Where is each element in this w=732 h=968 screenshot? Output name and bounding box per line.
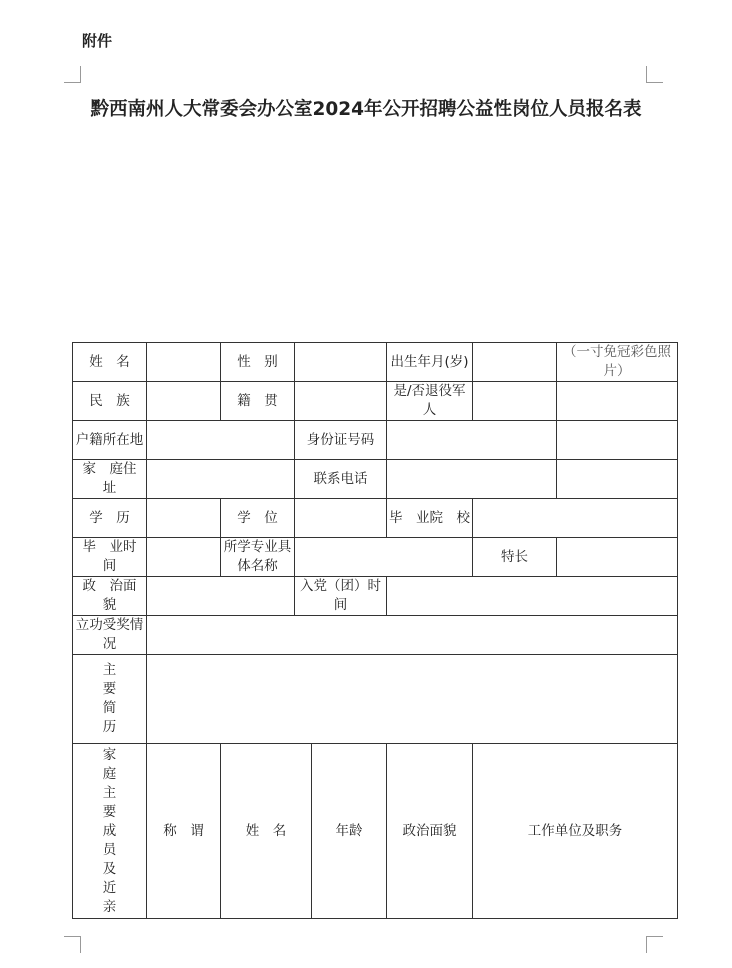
school-label: 毕 业院 校 <box>387 499 473 538</box>
page-corner-mark-bottom-left <box>64 936 81 953</box>
family-label-text: 家庭主要成员及近亲 <box>102 746 117 915</box>
gender-label: 性 别 <box>221 343 295 382</box>
attachment-label: 附件 <box>82 32 113 50</box>
specialty-label: 特长 <box>473 538 557 577</box>
resume-label-text: 主要简历 <box>102 662 117 735</box>
form-row-political <box>73 577 678 616</box>
form-row-awards <box>73 616 678 655</box>
party-join-label: 入党（团）时间 <box>295 577 387 616</box>
major-field[interactable] <box>295 538 473 577</box>
photo-area[interactable] <box>557 382 678 421</box>
education-field[interactable] <box>147 499 221 538</box>
party-join-field[interactable] <box>387 577 678 616</box>
birth-field[interactable] <box>473 343 557 382</box>
family-header-relation: 称 谓 <box>147 744 221 919</box>
photo-note: （一寸免冠彩色照片） <box>557 343 678 382</box>
family-label <box>73 744 147 919</box>
major-label: 所学专业具体名称 <box>221 538 295 577</box>
address-label: 家 庭住 址 <box>73 460 147 499</box>
specialty-field[interactable] <box>557 538 678 577</box>
veteran-label: 是/否退役军人 <box>387 382 473 421</box>
id-label: 身份证号码 <box>295 421 387 460</box>
page-corner-mark-top-left <box>64 66 81 83</box>
id-field[interactable] <box>387 421 557 460</box>
registration-form-table <box>72 342 678 919</box>
veteran-field[interactable] <box>473 382 557 421</box>
form-row-name <box>73 343 678 382</box>
photo-area-continued <box>557 421 678 460</box>
political-field[interactable] <box>147 577 295 616</box>
form-row-education <box>73 499 678 538</box>
household-field[interactable] <box>147 421 295 460</box>
household-label: 户籍所在地 <box>73 421 147 460</box>
form-row-ethnicity <box>73 382 678 421</box>
phone-label: 联系电话 <box>295 460 387 499</box>
document-title: 黔西南州人大常委会办公室2024年公开招聘公益性岗位人员报名表 <box>90 99 642 120</box>
gender-field[interactable] <box>295 343 387 382</box>
degree-label: 学 位 <box>221 499 295 538</box>
birth-label: 出生年月(岁) <box>387 343 473 382</box>
phone-field[interactable] <box>387 460 557 499</box>
grad-time-label: 毕 业时 间 <box>73 538 147 577</box>
native-place-field[interactable] <box>295 382 387 421</box>
form-row-household <box>73 421 678 460</box>
address-field[interactable] <box>147 460 295 499</box>
resume-label <box>73 655 147 744</box>
family-header-age: 年龄 <box>312 744 387 919</box>
family-header-name: 姓 名 <box>221 744 312 919</box>
political-label: 政 治面 貌 <box>73 577 147 616</box>
form-row-resume <box>73 655 678 744</box>
awards-field[interactable] <box>147 616 678 655</box>
photo-area-bottom <box>557 460 678 499</box>
awards-label: 立功受奖情况 <box>73 616 147 655</box>
native-place-label: 籍 贯 <box>221 382 295 421</box>
family-header-political: 政治面貌 <box>387 744 473 919</box>
form-row-address <box>73 460 678 499</box>
resume-field[interactable] <box>147 655 678 744</box>
degree-field[interactable] <box>295 499 387 538</box>
name-field[interactable] <box>147 343 221 382</box>
ethnicity-label: 民 族 <box>73 382 147 421</box>
education-label: 学 历 <box>73 499 147 538</box>
page-corner-mark-bottom-right <box>646 936 663 953</box>
family-header-employer: 工作单位及职务 <box>473 744 678 919</box>
form-row-graduation <box>73 538 678 577</box>
ethnicity-field[interactable] <box>147 382 221 421</box>
name-label: 姓 名 <box>73 343 147 382</box>
form-row-family <box>73 744 678 919</box>
school-field[interactable] <box>473 499 678 538</box>
grad-time-field[interactable] <box>147 538 221 577</box>
page-corner-mark-top-right <box>646 66 663 83</box>
